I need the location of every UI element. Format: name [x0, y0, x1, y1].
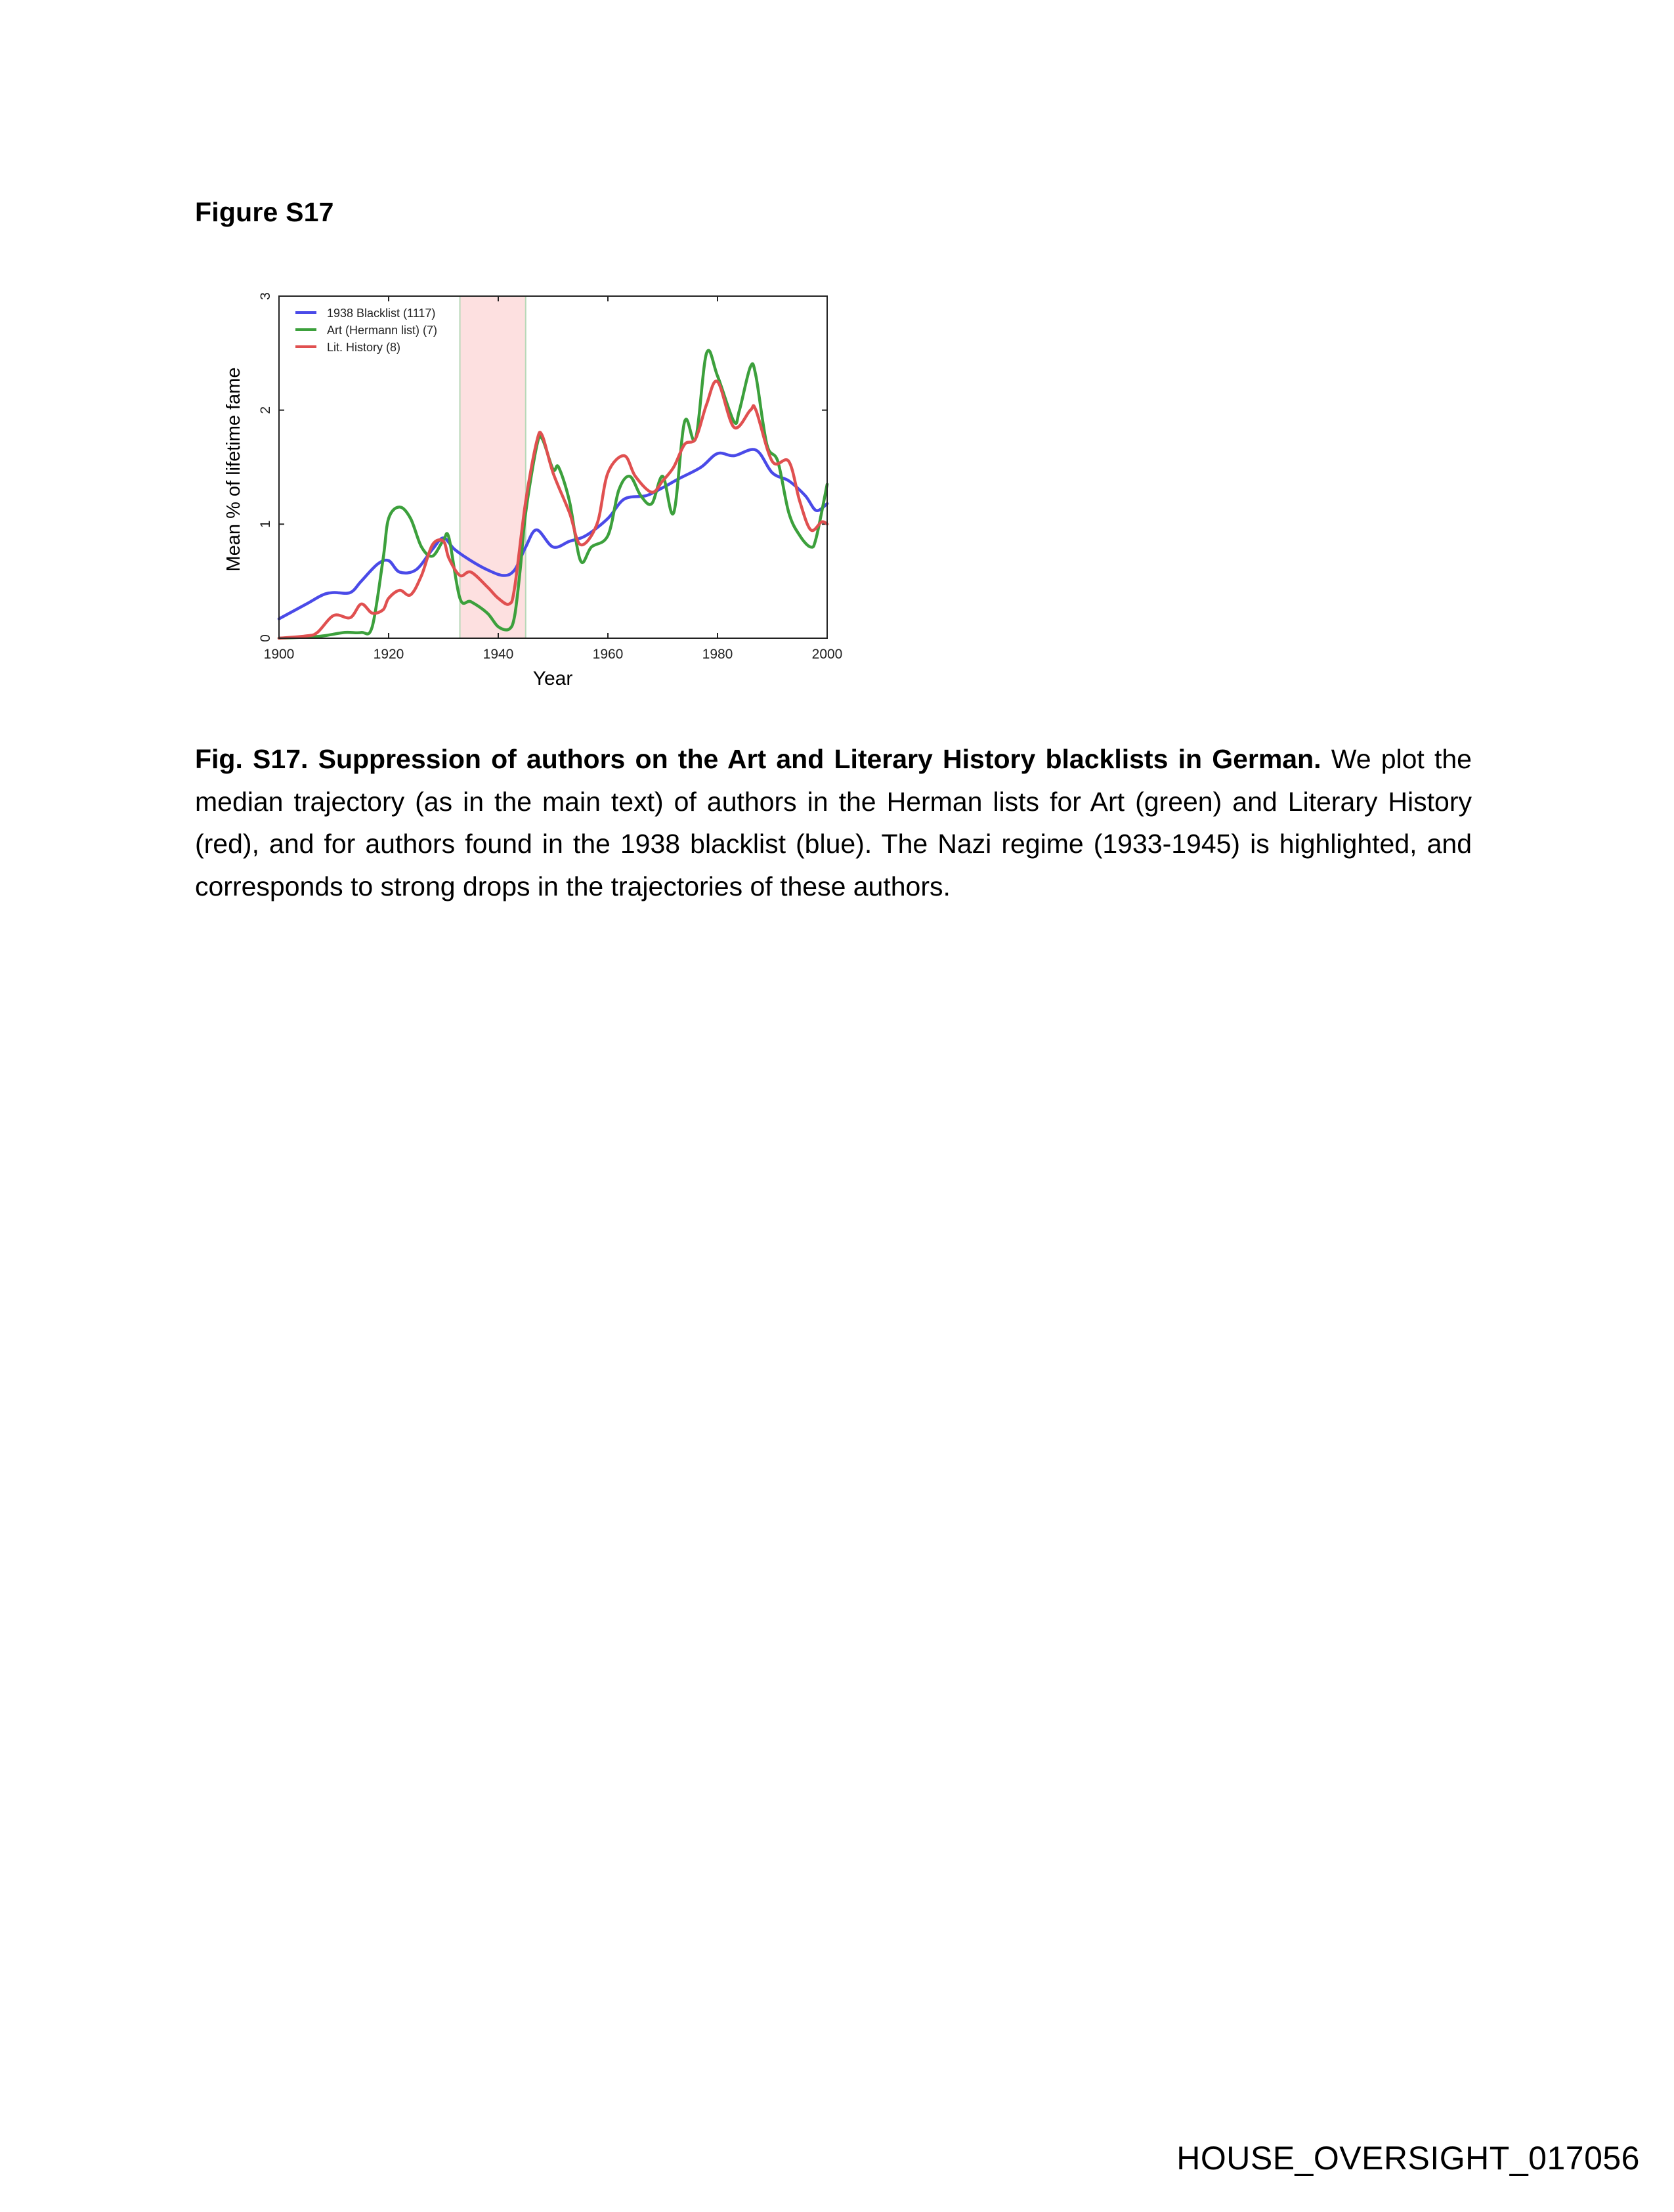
- figure-caption: [195, 738, 1472, 907]
- y-tick-label: 1: [258, 520, 273, 529]
- x-tick-label: 1900: [263, 647, 295, 662]
- y-tick-label: 0: [258, 634, 273, 642]
- series-line-2: [279, 381, 827, 638]
- x-tick-label: 1940: [483, 647, 514, 662]
- legend: [295, 307, 437, 354]
- document-id-footer: HOUSE_OVERSIGHT_017056: [1176, 2140, 1640, 2177]
- legend-label-1: Art (Hermann list) (7): [327, 324, 438, 337]
- legend-label-2: Lit. History (8): [327, 341, 401, 354]
- caption-title: Fig. S17. Suppression of authors on the Art and Literary History blacklists in German.: [195, 744, 1321, 774]
- series-lines: [279, 351, 827, 638]
- series-line-1: [279, 351, 827, 638]
- figure-heading: Figure S17: [195, 197, 334, 227]
- y-tick-label: 2: [258, 406, 273, 414]
- x-tick-label: 1920: [373, 647, 404, 662]
- caption-body: We plot the median trajectory (as in the main text) of authors in the Herman lists for Art (green) and Literary History (red), and for authors found in the 1938 blacklist (blue). The Nazi regime (1933-1945) is highlighted, and corresponds to strong drops in the trajectories of these authors.: [195, 744, 1472, 901]
- y-tick-label: 3: [258, 292, 273, 300]
- x-axis-label: Year: [532, 668, 573, 689]
- x-tick-label: 1960: [592, 647, 624, 662]
- x-tick-label: 1980: [702, 647, 733, 662]
- figure-s17-chart: [217, 279, 867, 706]
- y-axis-label: Mean % of lifetime fame: [223, 367, 244, 572]
- legend-label-0: 1938 Blacklist (1117): [327, 307, 436, 320]
- x-tick-label: 2000: [811, 647, 843, 662]
